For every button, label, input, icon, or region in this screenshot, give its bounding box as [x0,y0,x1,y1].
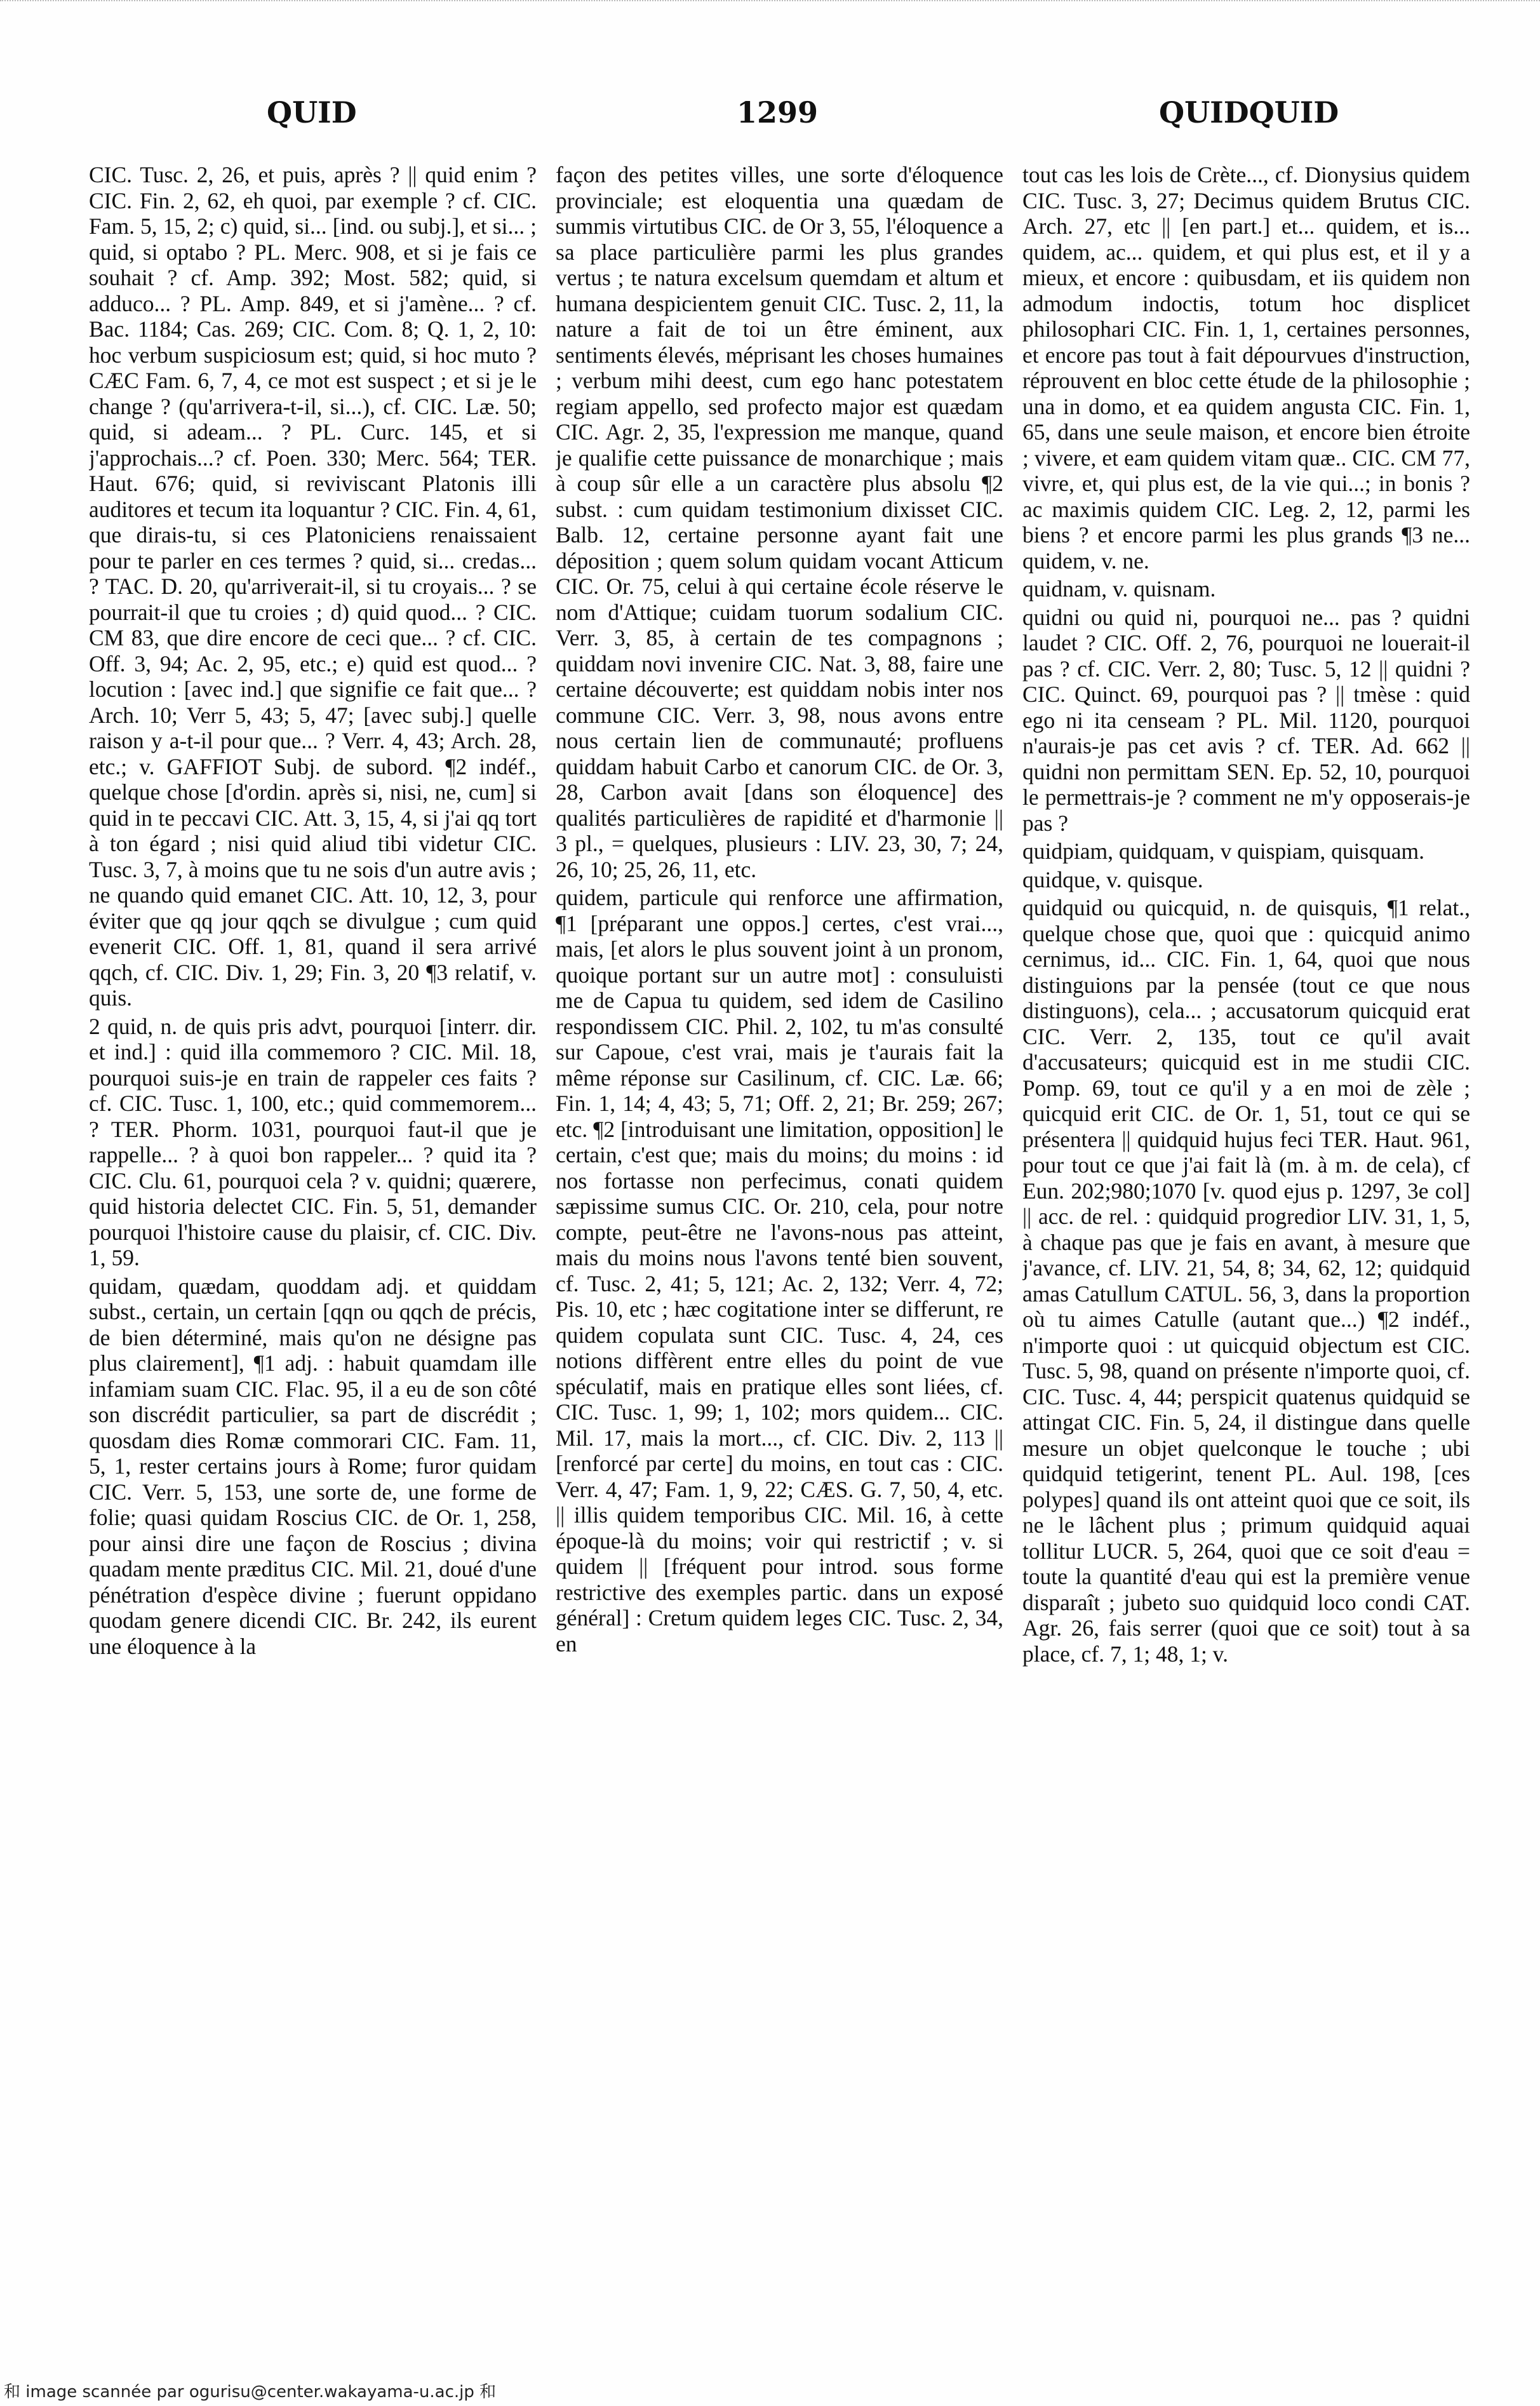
entry-paragraph: 2 quid, n. de quis pris advt, pourquoi [interr. dir. et ind.] : quid illa commemoro ? CIC. Mil. 18, pourquoi suis-je en train de rappeler ces faits ? cf. CIC. Tusc. 1, 100, etc.; quid commemorem... ? TER. Phorm. 1031, pourquoi faut-il que je rappelle... ? à quoi bon rappeler... ? quid ita ? CIC. Clu. 61, pourquoi cela ? v. quidni; quærere, quid historia delectet CIC. Fin. 5, 51, demander pourquoi l'histoire cause du plaisir, cf. CIC. Div. 1, 59. [89,1013,537,1270]
scan-edge [0,0,1540,9]
entry-paragraph: quidem, particule qui renforce une affirmation, ¶1 [préparant une oppos.] certes, c'est vrai..., mais, [et alors le plus souvent joint à un pronom, quoique portant sur un autre mot] : consuluisti me de Capua tu quidem, sed idem de Casilino respondissem CIC. Phil. 2, 102, tu m'as consulté sur Capoue, c'est vrai, mais je t'aurais fait la même réponse sur Casilinum, cf. CIC. Læ. 66; Fin. 1, 14; 4, 43; 5, 71; Off. 2, 21; Br. 259; 267; etc. ¶2 [introduisant une limitation, opposition] le certain, c'est que; mais du moins; du moins : id nos fortasse non perfecimus, conati quidem sæpissime sumus CIC. Or. 210, cela, pour notre compte, peut-être ne l'avons-nous pas atteint, mais du moins nous l'avons tenté bien souvent, cf. Tusc. 2, 41; 5, 121; Ac. 2, 132; Verr. 4, 72; Pis. 10, etc ; hæc cogitatione inter se differunt, re quidem copulata sunt CIC. Tusc. 4, 24, ces notions diffèrent entre elles du point de vue spéculatif, mais en pratique elles sont liées, cf. CIC. Tusc. 1, 99; 1, 102; mors quidem... CIC. Mil. 17, mais la mort..., cf. CIC. Div. 2, 113 || [renforcé par certe] du moins, en tout cas : CIC. Verr. 4, 47; Fam. 1, 9, 22; CÆS. G. 7, 50, 4, etc. || illis quidem temporibus CIC. Mil. 16, à cette époque-là du moins; voir qui restrictif ; v. si quidem || [fréquent pour introd. sous forme restrictive des exemples partic. dans un exposé général] : Cretum quidem leges CIC. Tusc. 2, 34, en [556,885,1003,1657]
column-middle [556,162,1003,2264]
entry-paragraph: CIC. Tusc. 2, 26, et puis, après ? || quid enim ? CIC. Fin. 2, 62, eh quoi, par exemple ? cf. CIC. Fam. 5, 15, 2; c) quid, si... [ind. ou subj.], et si... ; quid, si optabo ? PL. Merc. 908, et si je fais ce souhait ? cf. Amp. 392; Most. 582; quid, si adduco... ? PL. Amp. 849, et si j'amène... ? cf. Bac. 1184; Cas. 269; CIC. Com. 8; Q. 1, 2, 10: hoc verbum suspiciosum est; quid, si hoc muto ? CÆC Fam. 6, 7, 4, ce mot est suspect ; et si je le change ? (qu'arrivera-t-il, si...), cf. CIC. Læ. 50; quid, si adeam... ? PL. Curc. 145, et si j'approchais...? cf. Poen. 330; Merc. 564; TER. Haut. 676; quid, si reviviscant Platonis illi auditores et tecum ita loquantur ? CIC. Fin. 4, 61, que dirais-tu, si ces Platoniciens renaissaient pour te parler en ces termes ? quid, si... credas... ? TAC. D. 20, qu'arriverait-il, si tu croyais... ? se pourrait-il que tu croies ; d) quid quod... ? CIC. CM 83, que dire encore de ceci que... ? cf. CIC. Off. 3, 94; Ac. 2, 95, etc.; e) quid est quod... ? locution : [avec ind.] que signifie ce fait que... ? Arch. 10; Verr 5, 43; 5, 47; [avec subj.] quelle raison y a-t-il pour que... ? Verr. 4, 43; Arch. 28, etc.; v. GAFFIOT Subj. de subord. ¶2 indéf., quelque chose [d'ordin. après si, nisi, ne, cum] si quid in te peccavi CIC. Att. 3, 15, 4, si j'ai qq tort à ton égard ; nisi quid aliud tibi videtur CIC. Tusc. 3, 7, à moins que tu ne sois d'un autre avis ; ne quando quid emanet CIC. Att. 10, 12, 3, pour éviter que qq jour qqch se divulgue ; cum quid evenerit CIC. Off. 1, 81, quand il sera arrivé qqch, cf. CIC. Div. 1, 29; Fin. 3, 20 ¶3 relatif, v. quis. [89,162,537,1011]
header-right-guideword: QUIDQUID [1159,95,1339,130]
page-number: 1299 [737,95,819,130]
entry-paragraph: tout cas les lois de Crète..., cf. Dionysius quidem CIC. Tusc. 3, 27; Decimus quidem Brutus CIC. Arch. 27, etc || [en part.] et... quidem, et is... quidem, ac... quidem, et qui plus est, et il y a mieux, et encore : quibusdam, et iis quidem non admodum indoctis, totum hoc displicet philosophari CIC. Fin. 1, 1, certaines personnes, et encore pas tout à fait dépourvues d'instruction, réprouvent en bloc cette étude de la philosophie ; una in domo, et ea quidem angusta CIC. Fin. 1, 65, dans une seule maison, et encore bien étroite ; vivere, et eam quidem vitam quæ.. CIC. CM 77, vivre, et, qui plus est, de la vie qui...; in bonis ? ac maximis quidem CIC. Leg. 2, 12, parmi les biens ? et encore parmi les plus grands ¶3 ne... quidem, v. ne. [1022,162,1470,574]
entry-paragraph: quidam, quædam, quoddam adj. et quiddam subst., certain, un certain [qqn ou qqch de précis, de bien déterminé, mais qu'on ne désigne pas plus clairement], ¶1 adj. : habuit quamdam ille infamiam suam CIC. Flac. 95, il a eu de son côté son discrédit particulier, sa part de discrédit ; quosdam dies Romæ commorari CIC. Fam. 11, 5, 1, rester certains jours à Rome; furor quidam CIC. Verr. 5, 153, une sorte de, une forme de folie; quasi quidam Roscius CIC. de Or. 1, 258, pour ainsi dire une façon de Roscius ; divina quadam mente præditus CIC. Mil. 21, doué d'une pénétration d'espèce divine ; fuerunt oppidano quodam genere dicendi CIC. Br. 242, ils eurent une éloquence à la [89,1273,537,1659]
entry-paragraph: quidquid ou quicquid, n. de quisquis, ¶1 relat., quelque chose que, quoi que : quicquid animo cernimus, id... CIC. Fin. 1, 64, quoi que nous distinguions par la pensée (tout ce que nous distinguons), cela... ; accusatorum quicquid erat CIC. Verr. 2, 135, tout ce qu'il avait d'accusateurs; quicquid est in me studii CIC. Pomp. 69, tout ce qu'il y a en moi de zèle ; quicquid erit CIC. de Or. 1, 51, tout ce qui se présentera || quidquid hujus feci TER. Haut. 961, pour tout ce que j'ai fait là (m. à m. de cela), cf Eun. 202;980;1070 [v. quod ejus p. 1297, 3e col] || acc. de rel. : quidquid progredior LIV. 31, 1, 5, à chaque pas que je fais en avant, à mesure que j'avance, cf. LIV. 21, 54, 8; 34, 62, 12; quidquid amas Catullum CATUL. 56, 3, dans la proportion où tu aimes Catulle (autant que...) ¶2 indéf., n'importe quoi : ut quicquid objectum est CIC. Tusc. 5, 98, quand on présente n'importe quoi, cf. CIC. Tusc. 4, 44; perspicit quatenus quidquid se attingat CIC. Fin. 5, 24, il distingue dans quelle mesure un objet quelconque le touche ; ubi quidquid tetigerint, tenent PL. Aul. 198, [ces polypes] quand ils ont atteint quoi que ce soit, ils ne le lâchent plus ; primum quidquid aquai tollitur LUCR. 5, 264, quoi que ce soit d'eau = toute la quantité d'eau qui est la première venue disparaît ; jubeto suo quidquid loco condi CAT. Agr. 26, fais serrer (quoi que ce soit) tout à sa place, cf. 7, 1; 48, 1; v. [1022,895,1470,1667]
entry-paragraph: façon des petites villes, une sorte d'éloquence provinciale; est eloquentia una quædam de summis virtutibus CIC. de Or 3, 55, l'éloquence a sa place particulière parmi les plus grandes vertus ; te natura excelsum quemdam et altum et humana despicientem genuit CIC. Tusc. 2, 11, la nature a fait de toi un être éminent, aux sentiments élevés, méprisant les choses humaines ; verbum mihi deest, cum ego hanc potestatem regiam appello, sed profecto major est quædam CIC. Agr. 2, 35, l'expression me manque, quand je qualifie cette puissance de monarchique ; mais à coup sûr elle a un caractère plus absolu ¶2 subst. : cum quidam testimonium dixisset CIC. Balb. 12, certaine personne ayant fait une déposition ; quem solum quidam vocant Atticum CIC. Or. 75, celui à qui certaine école réserve le nom d'Attique; cuidam tuorum sodalium CIC. Verr. 3, 85, à certain de tes compagnons ; quiddam novi invenire CIC. Nat. 3, 88, faire une certaine découverte; est quiddam nobis inter nos commune CIC. Verr. 3, 98, nous avons entre nous certain lien de communauté; profluens quiddam habuit Carbo et canorum CIC. de Or. 3, 28, Carbon avait [dans son éloquence] des qualités particulières de rapidité et d'harmonie || 3 pl., = quelques, plusieurs : LIV. 23, 30, 7; 24, 26, 10; 25, 26, 11, etc. [556,162,1003,882]
entry-paragraph: quidni ou quid ni, pourquoi ne... pas ? quidni laudet ? CIC. Off. 2, 76, pourquoi ne louerait-il pas ? cf. CIC. Verr. 2, 80; Tusc. 5, 12 || quidni ? CIC. Quinct. 69, pourquoi pas ? || tmèse : quid ego ni ita censeam ? PL. Mil. 1120, pourquoi n'aurais-je pas cet avis ? cf. TER. Ad. 662 || quidni non permittam SEN. Ep. 52, 10, pourquoi le permettrais-je ? comment ne m'y opposerais-je pas ? [1022,604,1470,836]
entry-paragraph: quidpiam, quidquam, v quispiam, quisquam. [1022,838,1425,864]
header-left-guideword: QUID [267,95,357,130]
column-right [1022,162,1470,2264]
column-left [89,162,537,2264]
running-header [0,76,1540,146]
entry-paragraph: quidque, v. quisque. [1022,866,1203,892]
entry-paragraph: quidnam, v. quisnam. [1022,576,1216,602]
scan-credit-footer: 和 image scannée par ogurisu@center.wakayama-u.ac.jp 和 [4,2382,497,2402]
